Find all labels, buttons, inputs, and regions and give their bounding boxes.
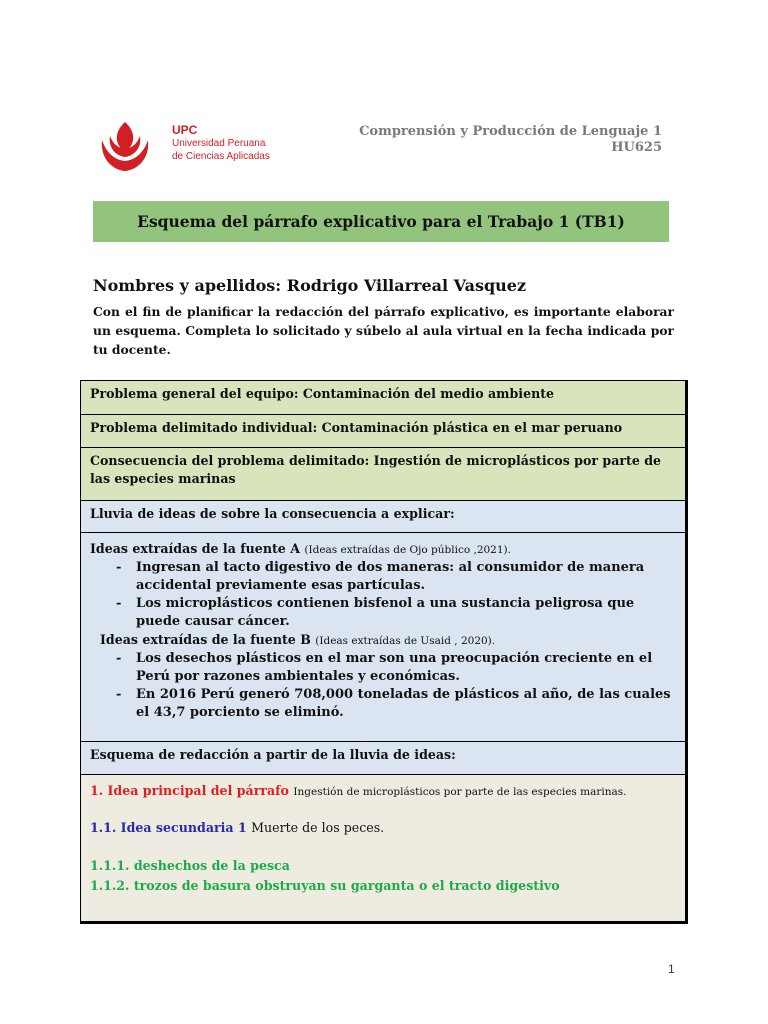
main-idea-label: 1. Idea principal del párrafo <box>90 783 289 798</box>
logo-line-2: de Ciencias Aplicadas <box>172 151 270 162</box>
logo-text <box>172 124 270 163</box>
tertiary-idea-1: 1.1.1. deshechos de la pesca <box>90 858 290 873</box>
page-number: 1 <box>668 962 675 976</box>
source-b-heading <box>90 631 676 650</box>
list-item: - Los microplásticos contienen bisfenol a una sustancia peligrosa que puede causar cáncer. <box>116 595 676 631</box>
main-idea-text: Ingestión de microplásticos por parte de las especies marinas. <box>293 786 627 798</box>
source-a-list <box>90 559 676 631</box>
secondary-idea <box>90 819 676 837</box>
course-code: HU625 <box>611 140 662 155</box>
source-a-note: (Ideas extraídas de Ojo público ,2021). <box>304 544 511 556</box>
source-a-heading <box>90 540 676 559</box>
consequence-row: Consecuencia del problema delimitado: Ingestión de microplásticos por parte de las especies marinas <box>81 448 685 501</box>
logo-name: UPC <box>172 123 198 137</box>
scheme-content <box>81 775 685 921</box>
upc-emblem-icon <box>94 118 156 174</box>
list-item: - En 2016 Perú generó 708,000 toneladas de plásticos al año, de las cuales el 43,7 porciento se eliminó. <box>116 686 676 722</box>
main-idea <box>90 782 676 801</box>
list-item: - Los desechos plásticos en el mar son una preocupación creciente en el Perú por razones ambientales y económicas. <box>116 650 676 686</box>
scheme-table <box>80 380 688 924</box>
secondary-idea-label: 1.1. Idea secundaria 1 <box>90 820 247 835</box>
secondary-idea-text: Muerte de los peces. <box>251 820 385 835</box>
source-b-list <box>90 650 676 722</box>
logo-line-1: Universidad Peruana <box>172 138 266 149</box>
delimited-problem-row: Problema delimitado individual: Contaminación plástica en el mar peruano <box>81 415 685 448</box>
scheme-header-row: Esquema de redacción a partir de la lluvia de ideas: <box>81 742 685 775</box>
document-title: Esquema del párrafo explicativo para el Trabajo 1 (TB1) <box>93 201 669 242</box>
course-header <box>359 124 662 156</box>
source-b-note: (Ideas extraídas de Usaid , 2020). <box>315 635 496 647</box>
brainstorm-header-row: Lluvia de ideas de sobre la consecuencia a explicar: <box>81 501 685 533</box>
brainstorm-content <box>81 533 685 742</box>
source-a-title: Ideas extraídas de la fuente A <box>90 541 300 556</box>
source-b-title: Ideas extraídas de la fuente B <box>100 632 311 647</box>
course-title: Comprensión y Producción de Lenguaje 1 <box>359 124 662 139</box>
upc-logo <box>94 118 294 174</box>
general-problem-row: Problema general del equipo: Contaminación del medio ambiente <box>81 381 685 415</box>
instructions: Con el fin de planificar la redacción del párrafo explicativo, es importante elaborar un esquema. Completa lo solicitado y súbelo al aula virtual en la fecha indicada por tu docente. <box>93 304 674 357</box>
list-item: - Ingresan al tacto digestivo de dos maneras: al consumidor de manera accidental previamente esas partículas. <box>116 559 676 595</box>
tertiary-idea-2: 1.1.2. trozos de basura obstruyan su garganta o el tracto digestivo <box>90 878 560 893</box>
student-name: Nombres y apellidos: Rodrigo Villarreal Vasquez <box>93 276 527 295</box>
